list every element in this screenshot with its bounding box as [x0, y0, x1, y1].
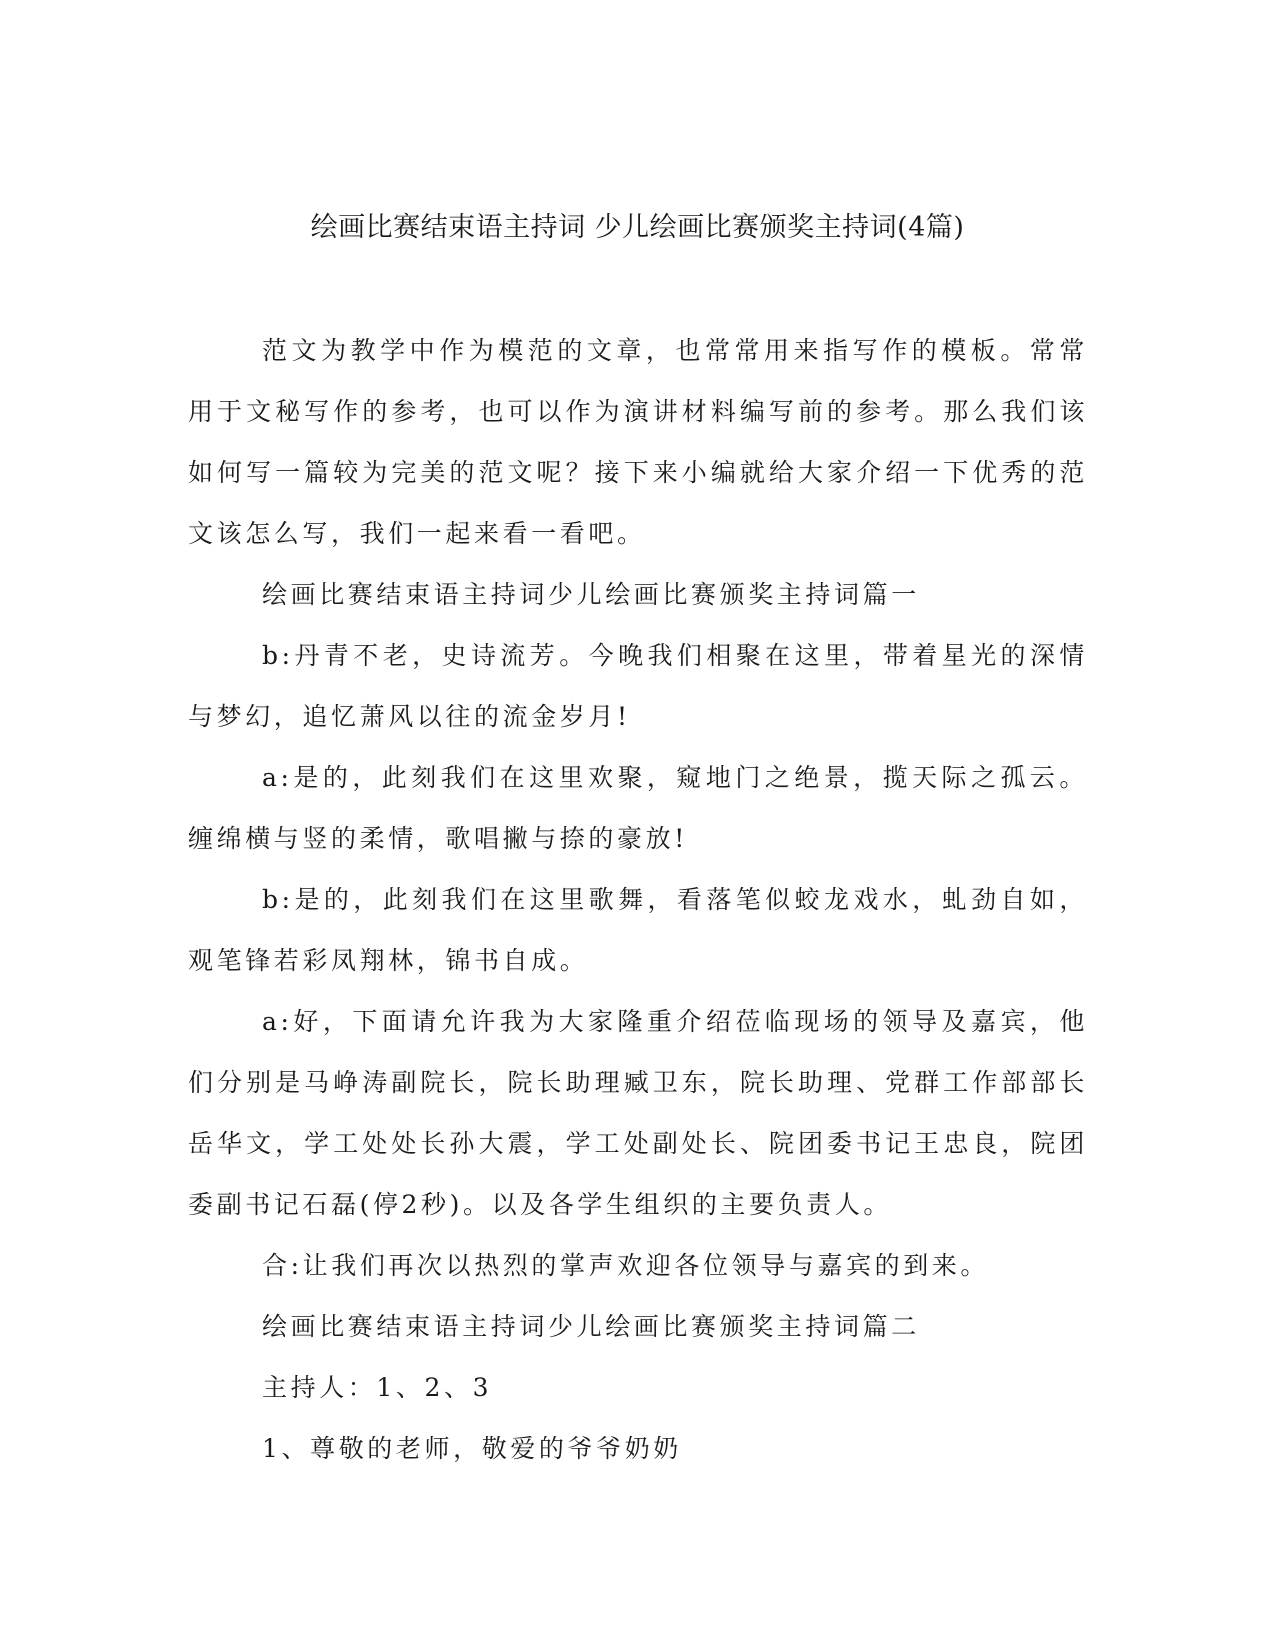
dialogue-paragraph: a:好，下面请允许我为大家隆重介绍莅临现场的领导及嘉宾，他们分别是马峥涛副院长，院长助理臧卫东，院长助理、党群工作部部长岳华文，学工处处长孙大震，学工处副处长、院团委书记王忠良，院团委副书记石磊(停2秒)。以及各学生组织的主要负责人。 — [188, 1007, 1088, 1219]
dialogue-paragraph: b:丹青不老，史诗流芳。今晚我们相聚在这里，带着星光的深情与梦幻，追忆萧风以往的流金岁月! — [188, 641, 1088, 731]
dialogue-paragraph: b:是的，此刻我们在这里歌舞，看落笔似蛟龙戏水，虬劲自如，观笔锋若彩凤翔林，锦书自成。 — [188, 885, 1088, 975]
intro-paragraph: 范文为教学中作为模范的文章，也常常用来指写作的模板。常常用于文秘写作的参考，也可以作为演讲材料编写前的参考。那么我们该如何写一篇较为完美的范文呢？接下来小编就给大家介绍一下优秀的范文该怎么写，我们一起来看一看吧。 — [188, 336, 1088, 548]
dialogue-paragraph: a:是的，此刻我们在这里欢聚，窥地门之绝景，揽天际之孤云。缠绵横与竖的柔情，歌唱撇与捺的豪放! — [188, 763, 1088, 853]
section-heading-two: 绘画比赛结束语主持词少儿绘画比赛颁奖主持词篇二 — [262, 1312, 920, 1341]
dialogue-paragraph: 1、尊敬的老师，敬爱的爷爷奶奶 — [262, 1434, 682, 1463]
hosts-line: 主持人：1、2、3 — [262, 1373, 493, 1402]
document-body — [188, 320, 1088, 1479]
section-heading-one: 绘画比赛结束语主持词少儿绘画比赛颁奖主持词篇一 — [262, 580, 920, 609]
dialogue-paragraph: 合:让我们再次以热烈的掌声欢迎各位领导与嘉宾的到来。 — [262, 1251, 990, 1280]
document-title: 绘画比赛结束语主持词 少儿绘画比赛颁奖主持词(4篇) — [310, 212, 965, 243]
